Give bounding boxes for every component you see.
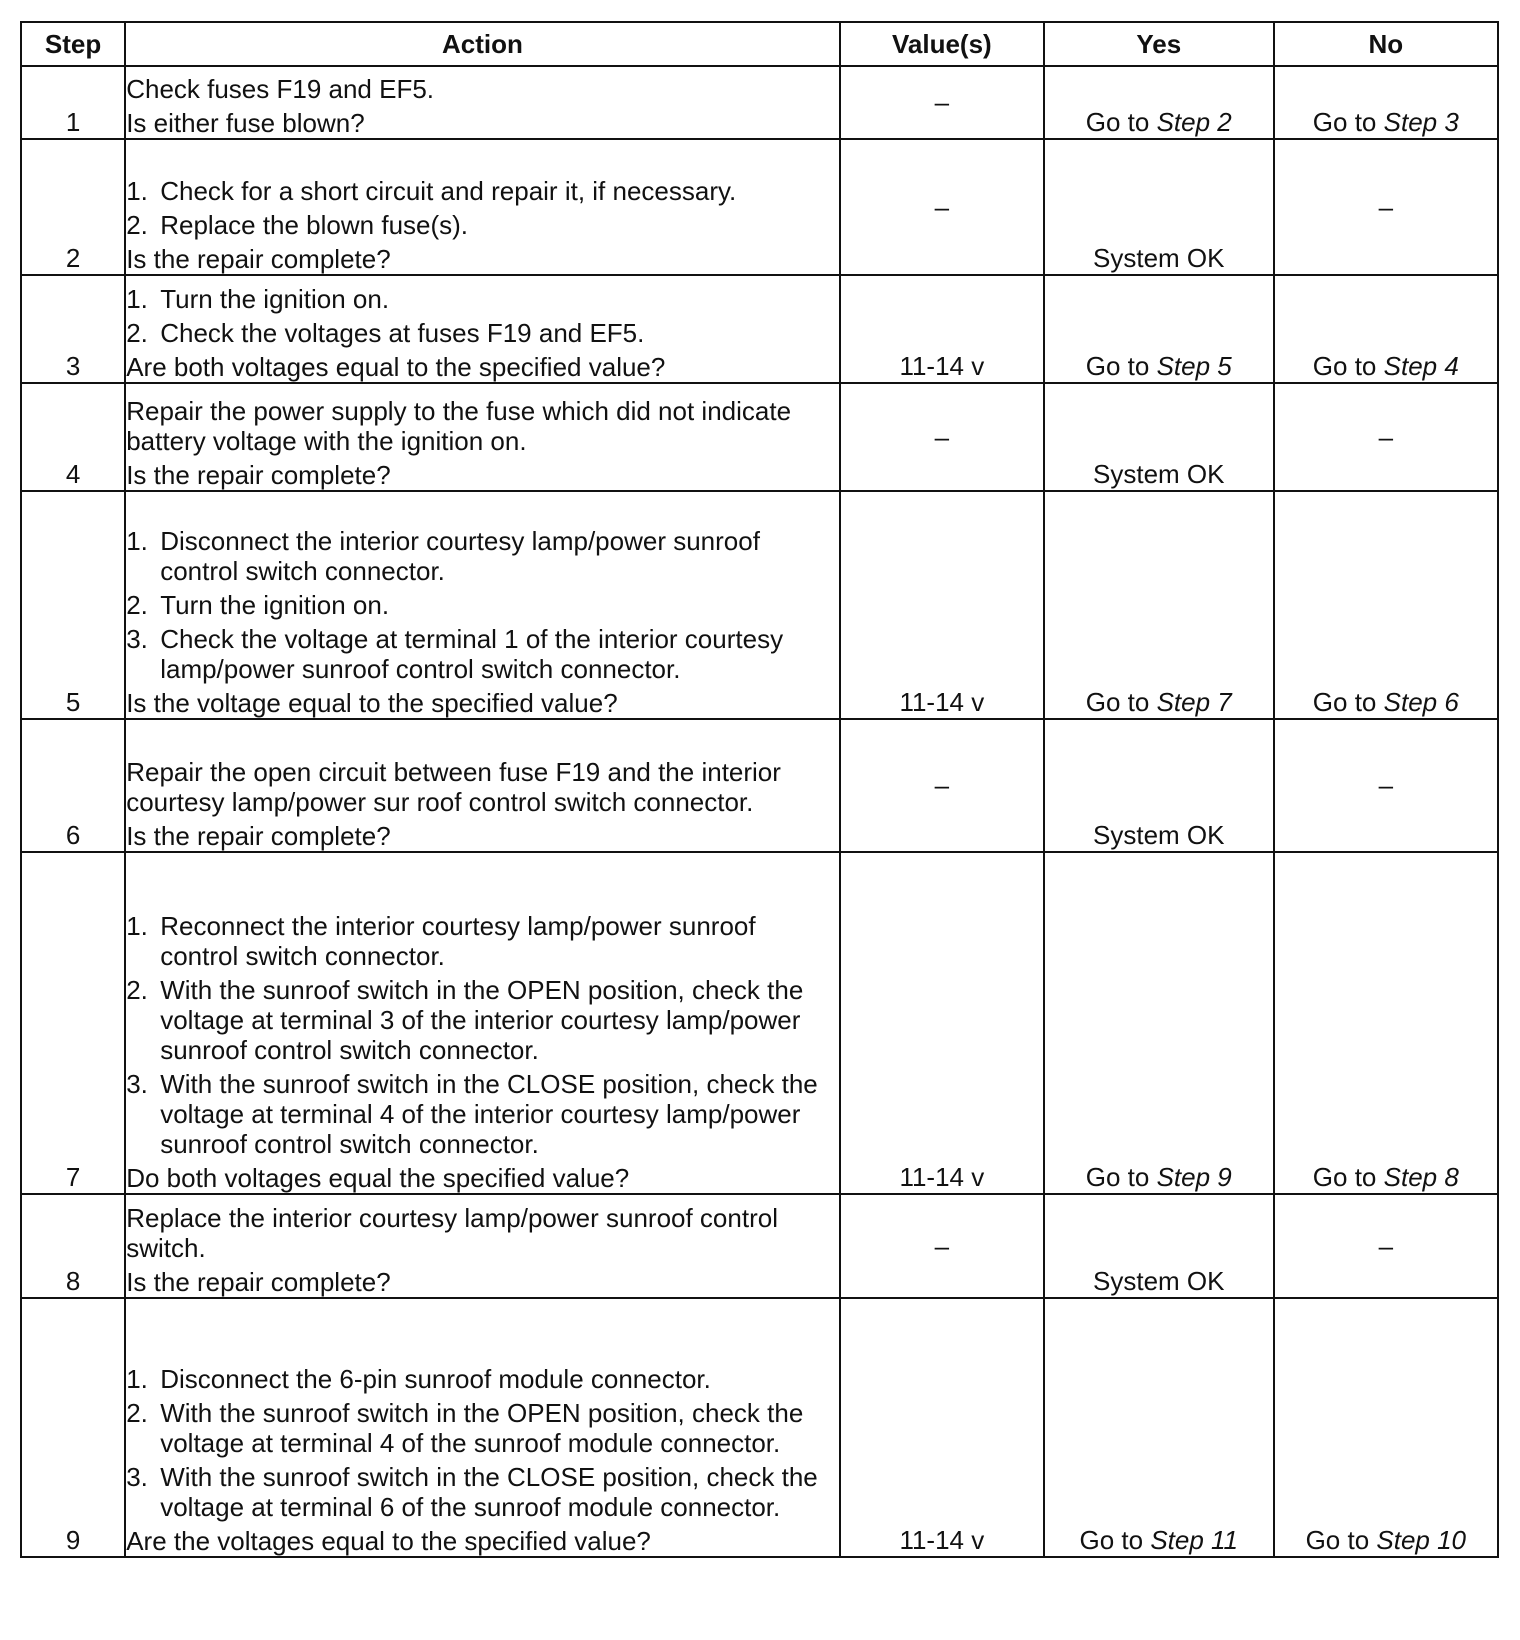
- step-number: 1: [21, 66, 125, 139]
- no-result: –: [1378, 1230, 1394, 1261]
- table-row: [21, 66, 1498, 139]
- action-question: Are both voltages equal to the specified value?: [126, 352, 666, 382]
- no-step-reference: Step 4: [1383, 351, 1459, 381]
- action-item-number: 3.: [126, 1069, 148, 1099]
- action-item: [126, 1398, 839, 1458]
- action-item-number: 2.: [126, 318, 148, 348]
- header-row: [21, 22, 1498, 66]
- step-number: 3: [21, 275, 125, 383]
- action-item-text: Check the voltage at terminal 1 of the interior courtesy lamp/power sunroof control switch connector.: [160, 624, 784, 684]
- table-row: [21, 139, 1498, 275]
- header-yes: Yes: [1044, 22, 1274, 66]
- action-item-number: 1.: [126, 176, 148, 206]
- header-action: Action: [125, 22, 840, 66]
- yes-step-reference: Step 7: [1156, 687, 1232, 717]
- action-item-text: Check for a short circuit and repair it, if necessary.: [160, 176, 737, 206]
- no-step-reference: Step 6: [1383, 687, 1459, 717]
- action-item: [126, 1069, 839, 1159]
- value-cell: 11-14 v: [840, 852, 1044, 1194]
- action-item: [126, 975, 839, 1065]
- action-intro: Repair the open circuit between fuse F19 and the interior courtesy lamp/power sur roof control switch connector.: [126, 757, 781, 817]
- action-cell: [125, 139, 840, 275]
- action-item-text: Turn the ignition on.: [160, 284, 390, 314]
- action-question: Do both voltages equal the specified value?: [126, 1163, 630, 1193]
- value-cell: –: [840, 66, 1044, 139]
- action-item: [126, 1462, 839, 1522]
- yes-cell: [1044, 383, 1274, 491]
- action-cell: [125, 1298, 840, 1557]
- action-item: [126, 526, 839, 586]
- action-item: [126, 624, 839, 684]
- action-item-number: 2.: [126, 590, 148, 620]
- table-row: [21, 1298, 1498, 1557]
- yes-cell: [1044, 1194, 1274, 1298]
- action-item-number: 1.: [126, 284, 148, 314]
- yes-result: System OK: [1093, 459, 1225, 489]
- no-result: –: [1378, 421, 1394, 452]
- action-cell: [125, 719, 840, 852]
- action-item-number: 2.: [126, 210, 148, 240]
- action-item-text: With the sunroof switch in the CLOSE position, check the voltage at terminal 4 of the interior courtesy lamp/power sunroof control switch connector.: [160, 1069, 818, 1159]
- action-cell: [125, 383, 840, 491]
- no-cell: [1274, 66, 1498, 139]
- action-item-number: 1.: [126, 911, 148, 941]
- action-item-text: Disconnect the interior courtesy lamp/power sunroof control switch connector.: [160, 526, 760, 586]
- table-row: [21, 1194, 1498, 1298]
- no-goto-prefix: Go to: [1312, 107, 1377, 137]
- action-item-number: 1.: [126, 1364, 148, 1394]
- step-number: 2: [21, 139, 125, 275]
- value-cell: –: [840, 383, 1044, 491]
- table-row: [21, 383, 1498, 491]
- value-cell: 11-14 v: [840, 275, 1044, 383]
- action-item: [126, 284, 839, 314]
- action-item-text: With the sunroof switch in the OPEN position, check the voltage at terminal 3 of the interior courtesy lamp/power sunroof control switch connector.: [160, 975, 804, 1065]
- action-intro: Replace the interior courtesy lamp/power sunroof control switch.: [126, 1203, 778, 1263]
- action-item-text: Replace the blown fuse(s).: [160, 210, 469, 240]
- yes-step-reference: Step 11: [1150, 1525, 1239, 1555]
- action-cell: [125, 1194, 840, 1298]
- yes-result: System OK: [1093, 1266, 1225, 1296]
- table-row: [21, 491, 1498, 719]
- no-cell: [1274, 491, 1498, 719]
- no-cell: [1274, 1194, 1498, 1298]
- action-question: Is either fuse blown?: [126, 108, 365, 138]
- no-result: –: [1378, 191, 1394, 222]
- step-number: 5: [21, 491, 125, 719]
- action-item: [126, 1364, 839, 1394]
- action-item-text: With the sunroof switch in the CLOSE position, check the voltage at terminal 6 of the sunroof module connector.: [160, 1462, 818, 1522]
- value-cell: 11-14 v: [840, 1298, 1044, 1557]
- yes-cell: [1044, 66, 1274, 139]
- action-question: Is the repair complete?: [126, 1267, 391, 1297]
- action-cell: [125, 66, 840, 139]
- action-item-number: 1.: [126, 526, 148, 556]
- yes-cell: [1044, 1298, 1274, 1557]
- action-item: [126, 176, 839, 206]
- action-item-number: 3.: [126, 624, 148, 654]
- action-item-number: 2.: [126, 1398, 148, 1428]
- yes-cell: [1044, 139, 1274, 275]
- no-cell: [1274, 139, 1498, 275]
- table-body: [21, 66, 1498, 1557]
- action-question: Are the voltages equal to the specified value?: [126, 1526, 651, 1556]
- action-cell: [125, 275, 840, 383]
- table-row: [21, 852, 1498, 1194]
- yes-result: System OK: [1093, 820, 1225, 850]
- no-cell: [1274, 383, 1498, 491]
- yes-cell: [1044, 719, 1274, 852]
- no-cell: [1274, 852, 1498, 1194]
- yes-goto-prefix: Go to: [1085, 687, 1150, 717]
- action-item-text: Check the voltages at fuses F19 and EF5.: [160, 318, 645, 348]
- action-question: Is the repair complete?: [126, 460, 391, 490]
- value-cell: 11-14 v: [840, 491, 1044, 719]
- yes-cell: [1044, 275, 1274, 383]
- action-item-text: With the sunroof switch in the OPEN position, check the voltage at terminal 4 of the sunroof module connector.: [160, 1398, 804, 1458]
- action-item: [126, 911, 839, 971]
- step-number: 4: [21, 383, 125, 491]
- no-goto-prefix: Go to: [1312, 351, 1377, 381]
- no-result: –: [1378, 770, 1394, 800]
- action-intro: Check fuses F19 and EF5.: [126, 74, 435, 104]
- action-item-text: Disconnect the 6-pin sunroof module connector.: [160, 1364, 711, 1394]
- no-step-reference: Step 8: [1383, 1162, 1459, 1192]
- action-item-text: Reconnect the interior courtesy lamp/power sunroof control switch connector.: [160, 911, 756, 971]
- value-cell: –: [840, 139, 1044, 275]
- action-item: [126, 210, 839, 240]
- header-no: No: [1274, 22, 1498, 66]
- step-number: 7: [21, 852, 125, 1194]
- yes-step-reference: Step 2: [1156, 107, 1232, 137]
- action-item-number: 3.: [126, 1462, 148, 1492]
- value-cell: –: [840, 719, 1044, 852]
- yes-goto-prefix: Go to: [1085, 1162, 1150, 1192]
- table-row: [21, 719, 1498, 852]
- no-goto-prefix: Go to: [1305, 1525, 1370, 1555]
- no-step-reference: Step 3: [1383, 107, 1459, 137]
- action-cell: [125, 491, 840, 719]
- yes-cell: [1044, 852, 1274, 1194]
- action-item: [126, 590, 839, 620]
- header-step: Step: [21, 22, 125, 66]
- no-cell: [1274, 1298, 1498, 1557]
- action-item-number: 2.: [126, 975, 148, 1005]
- action-cell: [125, 852, 840, 1194]
- yes-step-reference: Step 5: [1156, 351, 1232, 381]
- yes-goto-prefix: Go to: [1085, 351, 1150, 381]
- value-cell: –: [840, 1194, 1044, 1298]
- yes-step-reference: Step 9: [1156, 1162, 1232, 1192]
- header-values: Value(s): [840, 22, 1044, 66]
- no-cell: [1274, 275, 1498, 383]
- no-step-reference: Step 10: [1376, 1525, 1467, 1555]
- yes-goto-prefix: Go to: [1079, 1525, 1144, 1555]
- table-row: [21, 275, 1498, 383]
- diagnostic-table: [20, 21, 1499, 1558]
- no-goto-prefix: Go to: [1312, 687, 1377, 717]
- action-question: Is the repair complete?: [126, 244, 391, 274]
- yes-cell: [1044, 491, 1274, 719]
- no-goto-prefix: Go to: [1312, 1162, 1377, 1192]
- action-intro: Repair the power supply to the fuse which did not indicate battery voltage with the ignition on.: [126, 396, 792, 456]
- step-number: 9: [21, 1298, 125, 1557]
- action-item-text: Turn the ignition on.: [160, 590, 390, 620]
- step-number: 6: [21, 719, 125, 852]
- action-question: Is the voltage equal to the specified value?: [126, 688, 618, 718]
- no-cell: [1274, 719, 1498, 852]
- diagnostic-table-wrapper: [20, 21, 1499, 1558]
- action-question: Is the repair complete?: [126, 821, 391, 851]
- action-item: [126, 318, 839, 348]
- step-number: 8: [21, 1194, 125, 1298]
- yes-result: System OK: [1093, 243, 1225, 273]
- yes-goto-prefix: Go to: [1085, 107, 1150, 137]
